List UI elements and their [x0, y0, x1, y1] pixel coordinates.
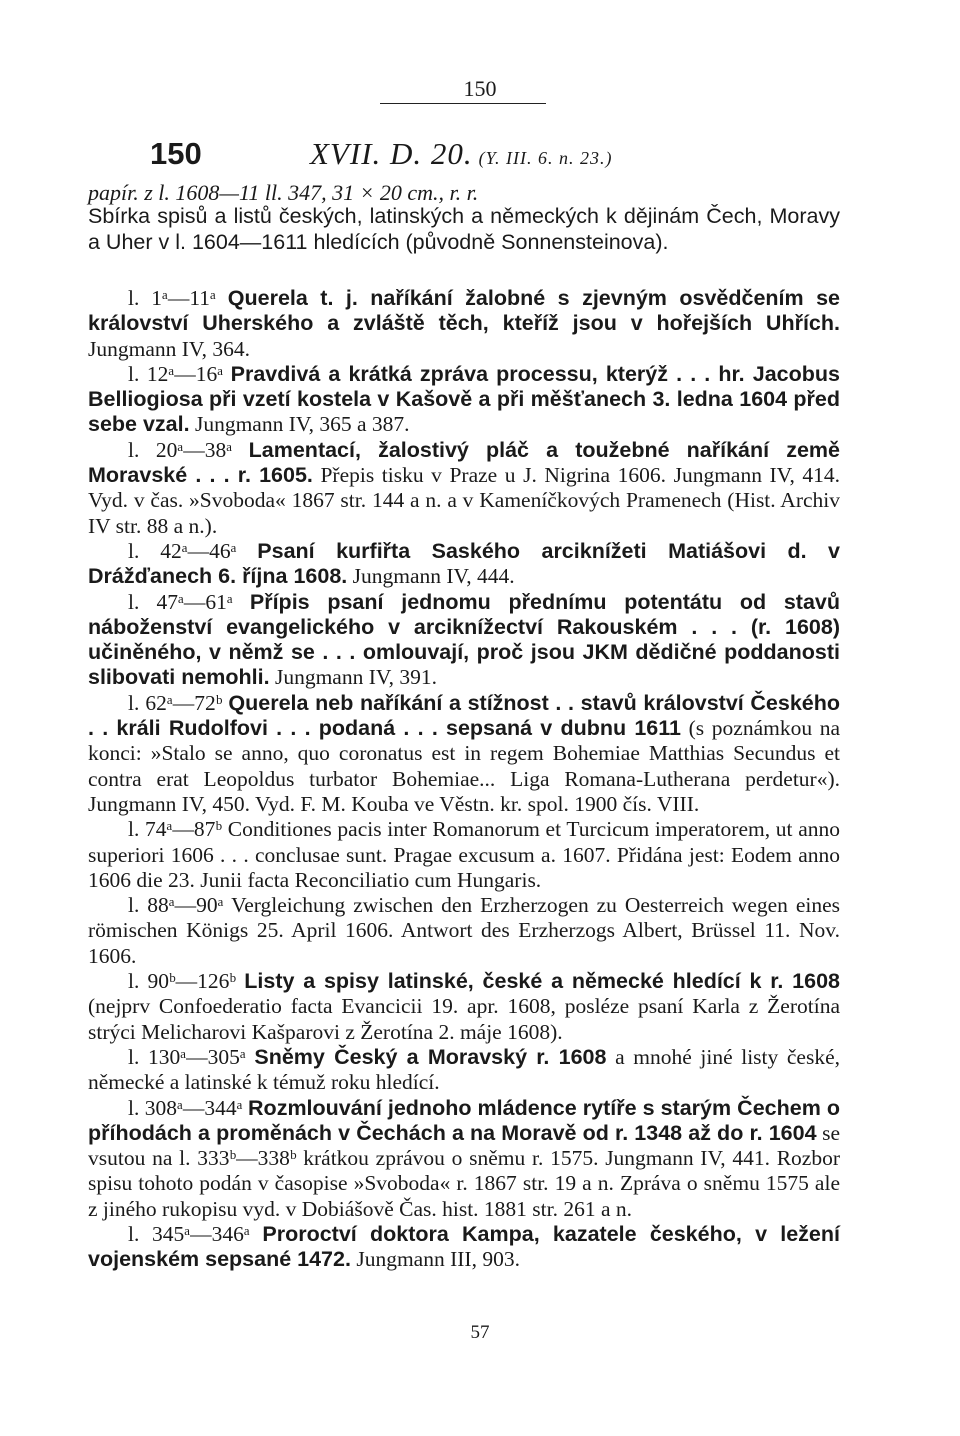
entry-title: Rozmlouvání jednoho mládence rytíře s starým Čechem o příhodách a proměnách v Čechách a na Moravě od r. 1348 až do r. 1604: [88, 1095, 841, 1145]
old-shelfmark: (Y. III. 6. n. 23.): [478, 148, 613, 168]
entry: [88, 539, 840, 590]
page-number: 150: [463, 76, 497, 101]
entry: [88, 438, 840, 539]
physical-description: papír. z l. 1608—11 ll. 347, 31 × 20 cm., r. r.: [88, 180, 479, 205]
entry-ref: l. 42ᵃ—46ᵃ: [128, 538, 237, 563]
entry: [88, 286, 840, 362]
entry-title: Sněmy Český a Moravský r. 1608: [254, 1044, 607, 1069]
entry-note: a mnohé jiné listy české, německé a latinské k témuž roku hledící.: [88, 1044, 841, 1095]
entry-note: se vsutou na l. 333ᵇ—338ᵇ krátkou zprávou o sněmu r. 1575. Jungmann IV, 441. Rozbor spisu tohoto podán v časopise »Svoboda« r. 1867 str. 19 a n. Zpráva o sněmu 1575 ale z jiného rukopisu vyd. v Dobiášově Čas. hist. 1881 str. 261 a n.: [88, 1120, 841, 1221]
entry-ref: l. 1ᵃ—11ᵃ: [128, 286, 216, 310]
entry-note: Jungmann III, 903.: [356, 1247, 520, 1272]
entry: [88, 691, 840, 817]
entry-note: (nejprv Confoederatio facta Evancicii 19. apr. 1608, posléze psaní Karla z Žerotína strýci Melicharovi Kašparovi z Žerotína 2. máje 1608).: [88, 994, 840, 1044]
entry-note: Conditiones pacis inter Romanorum et Turcicum imperatorem, ut anno superiori 1606 . . . conclusae sunt. Pragae excusum a. 1607. Přidána jest: Eodem anno 1606 die 23. Junii facta Reconciliatio cum Hungaris.: [88, 817, 840, 892]
entry-ref: l. 12ᵃ—16ᵃ: [128, 361, 224, 386]
entry: [88, 893, 840, 969]
shelfmark-text: XVII. D. 20.: [310, 136, 473, 171]
entry: [88, 362, 840, 438]
entry-note: Vergleichung zwischen den Erzherzogen zu Oesterreich wegen eines römischen Königs 25. April 1606. Antwort des Erzherzogs Albert, Brüssel 11. Nov. 1606.: [88, 893, 841, 968]
entry-list: [88, 286, 840, 1273]
entry-title: Psaní kurfiřta Saského arciknížeti Matiášovi d. v Drážďanech 6. října 1608.: [88, 538, 840, 589]
entry: [88, 590, 840, 691]
shelfmark: [310, 136, 613, 172]
entry: [88, 1045, 840, 1096]
entry-note: (s poznámkou na konci: »Stalo se anno, quo coronatus est in regem Bohemiae Matthias Secundus et contra erat Leopoldus turbator Bohemiae... Liga Romana-Lutherana perdetur«). Jungmann IV, 450. Vyd. F. M. Kouba ve Věstn. kr. spol. 1900 čís. VIII.: [88, 716, 840, 816]
entry-note: Jungmann IV, 391.: [274, 665, 438, 690]
header-rule: [380, 103, 546, 104]
entry-ref: l. 20ᵃ—38ᵃ: [128, 437, 233, 462]
entry-note: Přepis tisku v Praze u J. Nigrina 1606. Jungmann IV, 414. Vyd. v čas. »Svoboda« 1867 str. 144 a n. a v Kameníčkových Pramenech (Hist. Archiv IV str. 88 a n.).: [88, 463, 841, 538]
item-number: 150: [150, 136, 202, 171]
entry-note: Jungmann IV, 364.: [88, 336, 251, 361]
entry-title: Přípis psaní jednomu přednímu potentátu od stavů náboženství evangelického v arciknížectví Rakouském . . . (r. 1608) učiněného, v němž se . . . omlouvají, proč jsou JKM dědičné poddanosti slibovati nemohli.: [88, 589, 841, 690]
entry-title: Listy a spisy latinské, české a německé hledící k r. 1608: [244, 969, 841, 994]
collection-title: Sbírka spisů a listů českých, latinských a německých k dějinám Čech, Moravy a Uher v l. 1604—1611 hledících (původně Sonnensteinova).: [88, 204, 840, 254]
entry-note: Jungmann IV, 444.: [352, 564, 515, 589]
entry-title: Lamentací, žalostivý pláč a toužebné naříkání země Moravské . . . r. 1605.: [88, 437, 841, 488]
entry-ref: l. 90ᵇ—126ᵇ: [128, 969, 237, 994]
item-heading: [150, 136, 900, 172]
entry-ref: l. 88ᵃ—90ᵃ: [128, 893, 224, 918]
entry: [88, 817, 840, 893]
entry: [88, 1222, 840, 1273]
entry-note: Jungmann IV, 365 a 387.: [194, 412, 410, 437]
entry-title: Querela neb naříkání a stížnost . . stavů království Českého . . králi Rudolfovi . . . podaná . . . sepsaná v dubnu 1611: [88, 690, 840, 741]
footer-number: 57: [470, 1322, 490, 1343]
entry-ref: l. 74ᵃ—87ᵇ: [128, 817, 223, 842]
entry-ref: l. 47ᵃ—61ᵃ: [128, 589, 233, 614]
entry: [88, 969, 840, 1045]
entry: [88, 1096, 840, 1222]
entry-ref: l. 308ᵃ—344ᵃ: [128, 1095, 243, 1120]
entry-title: Proroctví doktora Kampa, kazatele českého, v ležení vojenském sepsané 1472.: [88, 1221, 840, 1272]
entry-title: Querela t. j. naříkání žalobné s zjevným osvědčením se království Uherského a zvláště těch, kteříž jsou v hořejších Uhřích.: [88, 286, 841, 336]
entry-ref: l. 62ᵃ—72ᵇ: [128, 690, 223, 715]
entry-title: Pravdivá a krátká zpráva processu, kterýž . . . hr. Jacobus Belliogiosa při vzetí kostela v Kašově a při měšťanech 3. ledna 1604 před sebe vzal.: [88, 361, 840, 437]
entry-ref: l. 345ᵃ—346ᵃ: [128, 1221, 250, 1246]
entry-ref: l. 130ᵃ—305ᵃ: [128, 1044, 246, 1069]
